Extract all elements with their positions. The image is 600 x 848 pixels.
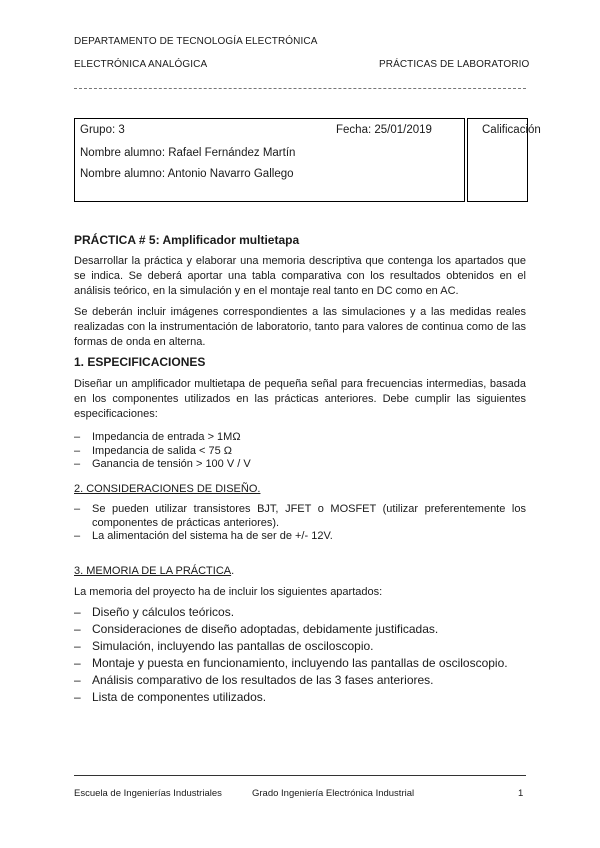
bullet-dash: –	[74, 503, 81, 515]
section-1-text: Diseñar un amplificador multietapa de pequeña señal para frecuencias intermedias, basada en los componentes utilizados en las prácticas anteriores. Debe cumplir las siguientes especificaciones:	[74, 378, 526, 420]
section-3-text: La memoria del proyecto ha de incluir los siguientes apartados:	[74, 586, 383, 598]
section-3-heading-suffix: .	[231, 565, 235, 577]
report-item: Diseño y cálculos teóricos.	[92, 605, 235, 619]
practice-type-header: PRÁCTICAS DE LABORATORIO	[379, 59, 530, 70]
bullet-dash: –	[74, 444, 81, 457]
list-item	[74, 604, 526, 621]
bullet-dash: –	[74, 622, 81, 636]
footer-degree: Grado Ingeniería Electrónica Industrial	[252, 788, 415, 799]
bullet-dash: –	[74, 458, 81, 470]
page-number: 1	[518, 788, 524, 799]
group-label: Grupo: 3	[80, 124, 125, 136]
practice-title: PRÁCTICA # 5: Amplificador multietapa	[74, 233, 300, 247]
design-considerations-list	[74, 503, 526, 544]
footer-divider	[74, 775, 526, 776]
section-3-heading-text: 3. MEMORIA DE LA PRÁCTICA	[74, 565, 232, 577]
spec-output-impedance: Impedancia de salida < 75 Ω	[92, 444, 233, 457]
list-item	[74, 445, 526, 459]
header-divider	[74, 88, 526, 89]
bullet-dash: –	[74, 639, 81, 653]
section-1-heading: 1. ESPECIFICACIONES	[74, 355, 206, 369]
specifications-list	[74, 431, 526, 472]
report-item: Simulación, incluyendo las pantallas de osciloscopio.	[92, 639, 374, 653]
bullet-dash: –	[74, 656, 81, 670]
spec-voltage-gain: Ganancia de tensión > 100 V / V	[92, 458, 251, 470]
consideration-supply: La alimentación del sistema ha de ser de +/- 12V.	[92, 530, 333, 542]
report-item: Montaje y puesta en funcionamiento, incluyendo las pantallas de osciloscopio.	[92, 656, 508, 670]
list-item	[74, 503, 526, 530]
date-label: Fecha: 25/01/2019	[336, 124, 432, 136]
bullet-dash: –	[74, 690, 81, 704]
intro-paragraph-2: Se deberán incluir imágenes correspondientes a las simulaciones y a las medidas reales realizadas con la instrumentación de laboratorio, tanto para valores de continua como de las formas de onda en alterna.	[74, 306, 526, 348]
subject-header: ELECTRÓNICA ANALÓGICA	[74, 59, 208, 70]
list-item	[74, 655, 526, 672]
department-header: DEPARTAMENTO DE TECNOLOGÍA ELECTRÓNICA	[74, 36, 318, 47]
consideration-transistors: Se pueden utilizar transistores BJT, JFET o MOSFET (utilizar preferentemente los componentes de prácticas anteriores).	[92, 503, 526, 529]
list-item	[74, 431, 526, 445]
list-item	[74, 621, 526, 638]
section-3-heading	[74, 564, 526, 579]
list-item	[74, 672, 526, 689]
bullet-dash: –	[74, 673, 81, 687]
student-name-1: Nombre alumno: Rafael Fernández Martín	[80, 147, 296, 159]
spec-input-impedance: Impedancia de entrada > 1MΩ	[92, 431, 241, 443]
report-item: Consideraciones de diseño adoptadas, debidamente justificadas.	[92, 622, 439, 636]
intro-paragraph-1: Desarrollar la práctica y elaborar una memoria descriptiva que contenga los apartados que se indica. Se deberá aportar una tabla comparativa con los resultados obtenidos en el análisis teórico, en la simulación y en el montaje real tanto en DC como en AC.	[74, 255, 526, 297]
footer-school: Escuela de Ingenierías Industriales	[74, 788, 222, 799]
report-item: Lista de componentes utilizados.	[92, 690, 267, 704]
student-name-2: Nombre alumno: Antonio Navarro Gallego	[80, 168, 294, 180]
section-2-heading: 2. CONSIDERACIONES DE DISEÑO.	[74, 483, 261, 495]
bullet-dash: –	[74, 530, 81, 542]
report-contents-list	[74, 604, 526, 706]
list-item	[74, 638, 526, 655]
bullet-dash: –	[74, 605, 81, 619]
report-item: Análisis comparativo de los resultados de las 3 fases anteriores.	[92, 673, 434, 687]
grade-label: Calificación	[482, 124, 541, 136]
bullet-dash: –	[74, 431, 81, 443]
list-item	[74, 689, 526, 706]
list-item	[74, 458, 526, 472]
list-item	[74, 530, 526, 544]
